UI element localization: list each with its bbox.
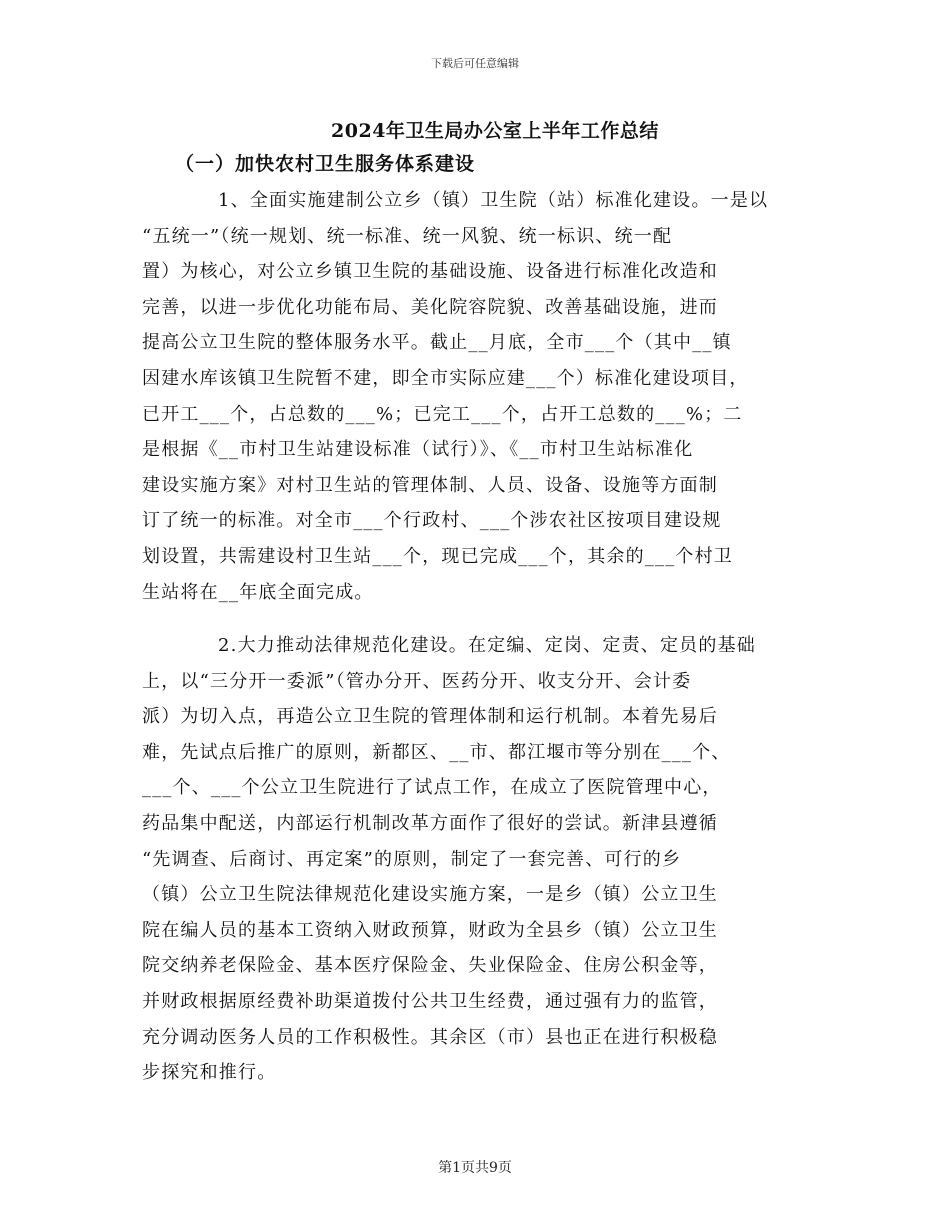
paragraph-line: 并财政根据原经费补助渠道拨付公共卫生经费，通过强有力的监管， [142,990,718,1012]
header-note: 下载后可任意编辑 [431,57,519,70]
paragraph-line: 是根据《__市村卫生站建设标准（试行）》、《__市村卫生站标准化 [142,439,694,461]
paragraph-line: （镇）公立卫生院法律规范化建设实施方案，一是乡（镇）公立卫生 [142,884,718,906]
paragraph-line: 难，先试点后推广的原则，新都区、__市、都江堰市等分别在___个、 [142,741,731,763]
paragraph-line: ___个、___个公立卫生院进行了试点工作，在成立了医院管理中心， [142,777,722,799]
paragraph-line: 院在编人员的基本工资纳入财政预算，财政为全县乡（镇）公立卫生 [142,919,718,941]
paragraph-line: 提高公立卫生院的整体服务水平。截止__月底，全市___个（其中__镇 [142,332,732,354]
page-footer: 第1页共9页 [438,1160,512,1176]
paragraph-line: “先调查、后商讨、再定案”的原则，制定了一套完善、可行的乡 [142,848,682,870]
section-heading: （一）加快农村卫生服务体系建设 [175,153,476,175]
paragraph-line: 完善，以进一步优化功能布局、美化院容院貌、改善基础设施，进而 [142,296,718,318]
paragraph-line: 步探究和推行。 [142,1062,277,1084]
paragraph-line: 划设置，共需建设村卫生站___个，现已完成___个，其余的___个村卫 [142,545,733,567]
paragraph-line: 2.大力推动法律规范化建设。在定编、定岗、定责、定员的基础 [218,635,756,656]
paragraph-line: 置）为核心，对公立乡镇卫生院的基础设施、设备进行标准化改造和 [142,261,718,283]
paragraph-line: “五统一”（统一规划、统一标准、统一风貌、统一标识、统一配 [142,225,673,247]
paragraph-line: 上，以“三分开一委派”（管办分开、医药分开、收支分开、会计委 [142,670,692,692]
paragraph-line: 建设实施方案》对村卫生站的管理体制、人员、设备、设施等方面制 [142,474,718,496]
paragraph-2 [142,628,814,1091]
paragraph-line: 已开工___个，占总数的___%；已完工___个，占开工总数的___%；二 [142,403,743,425]
paragraph-line: 药品集中配送，内部运行机制改革方面作了很好的尝试。新津县遵循 [142,812,718,834]
paragraph-1 [142,183,814,610]
paragraph-line: 1、全面实施建制公立乡（镇）卫生院（站）标准化建设。一是以 [218,190,769,211]
document-title: 2024年卫生局办公室上半年工作总结 [331,120,659,142]
paragraph-line: 因建水库该镇卫生院暂不建，即全市实际应建___个）标准化建设项目， [142,367,749,389]
paragraph-line: 充分调动医务人员的工作积极性。其余区（市）县也正在进行积极稳 [142,1026,718,1048]
paragraph-line: 生站将在__年底全面完成。 [142,581,374,603]
paragraph-line: 院交纳养老保险金、基本医疗保险金、失业保险金、住房公积金等， [142,955,718,977]
paragraph-line: 派）为切入点，再造公立卫生院的管理体制和运行机制。本着先易后 [142,706,718,728]
paragraph-line: 订了统一的标准。对全市___个行政村、___个涉农社区按项目建设规 [142,510,722,532]
